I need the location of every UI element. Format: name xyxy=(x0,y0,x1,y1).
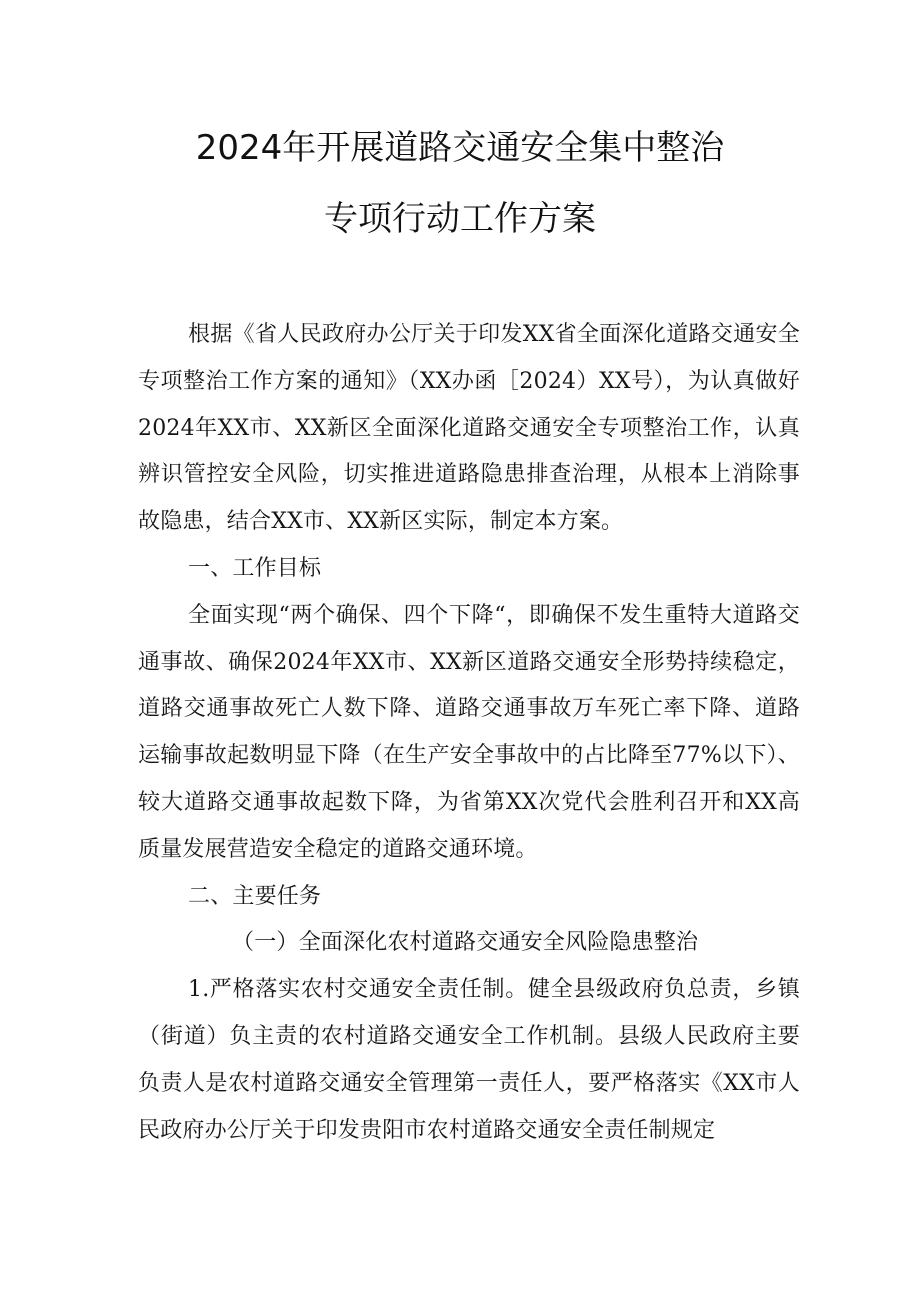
subsection-heading-rural: （一）全面深化农村道路交通安全风险隐患整治 xyxy=(232,930,699,956)
document-title-line-1: 2024年开展道路交通安全集中整治 xyxy=(195,128,725,168)
document-title-line-2: 专项行动工作方案 xyxy=(324,199,596,239)
document-body xyxy=(138,312,800,1154)
task-item-1-paragraph: 1.严格落实农村交通安全责任制。健全县级政府负总责，乡镇（街道）负主责的农村道路交通安全工作机制。县级人民政府主要负责人是农村道路交通安全管理第一责任人，要严格落实《XX市人民政府办公厅关于印发贵阳市农村道路交通安全责任制规定 xyxy=(138,977,800,1143)
intro-paragraph: 根据《省人民政府办公厅关于印发XX省全面深化道路交通安全专项整治工作方案的通知》（XX办函［2024）XX号），为认真做好2024年XX市、XX新区全面深化道路交通安全专项整治工作，认真辨识管控安全风险，切实推进道路隐患排查治理，从根本上消除事故隐患，结合XX市、XX新区实际，制定本方案。 xyxy=(138,322,800,535)
section-heading-tasks: 二、主要任务 xyxy=(188,883,322,909)
goals-paragraph: 全面实现“两个确保、四个下降“，即确保不发生重特大道路交通事故、确保2024年XX市、XX新区道路交通安全形势持续稳定，道路交通事故死亡人数下降、道路交通事故万车死亡率下降、道路运输事故起数明显下降（在生产安全事故中的占比降至77%以下）、较大道路交通事故起数下降，为省第XX次党代会胜利召开和XX高质量发展营造安全稳定的道路交通环境。 xyxy=(138,602,800,862)
section-heading-goals: 一、工作目标 xyxy=(188,555,322,581)
